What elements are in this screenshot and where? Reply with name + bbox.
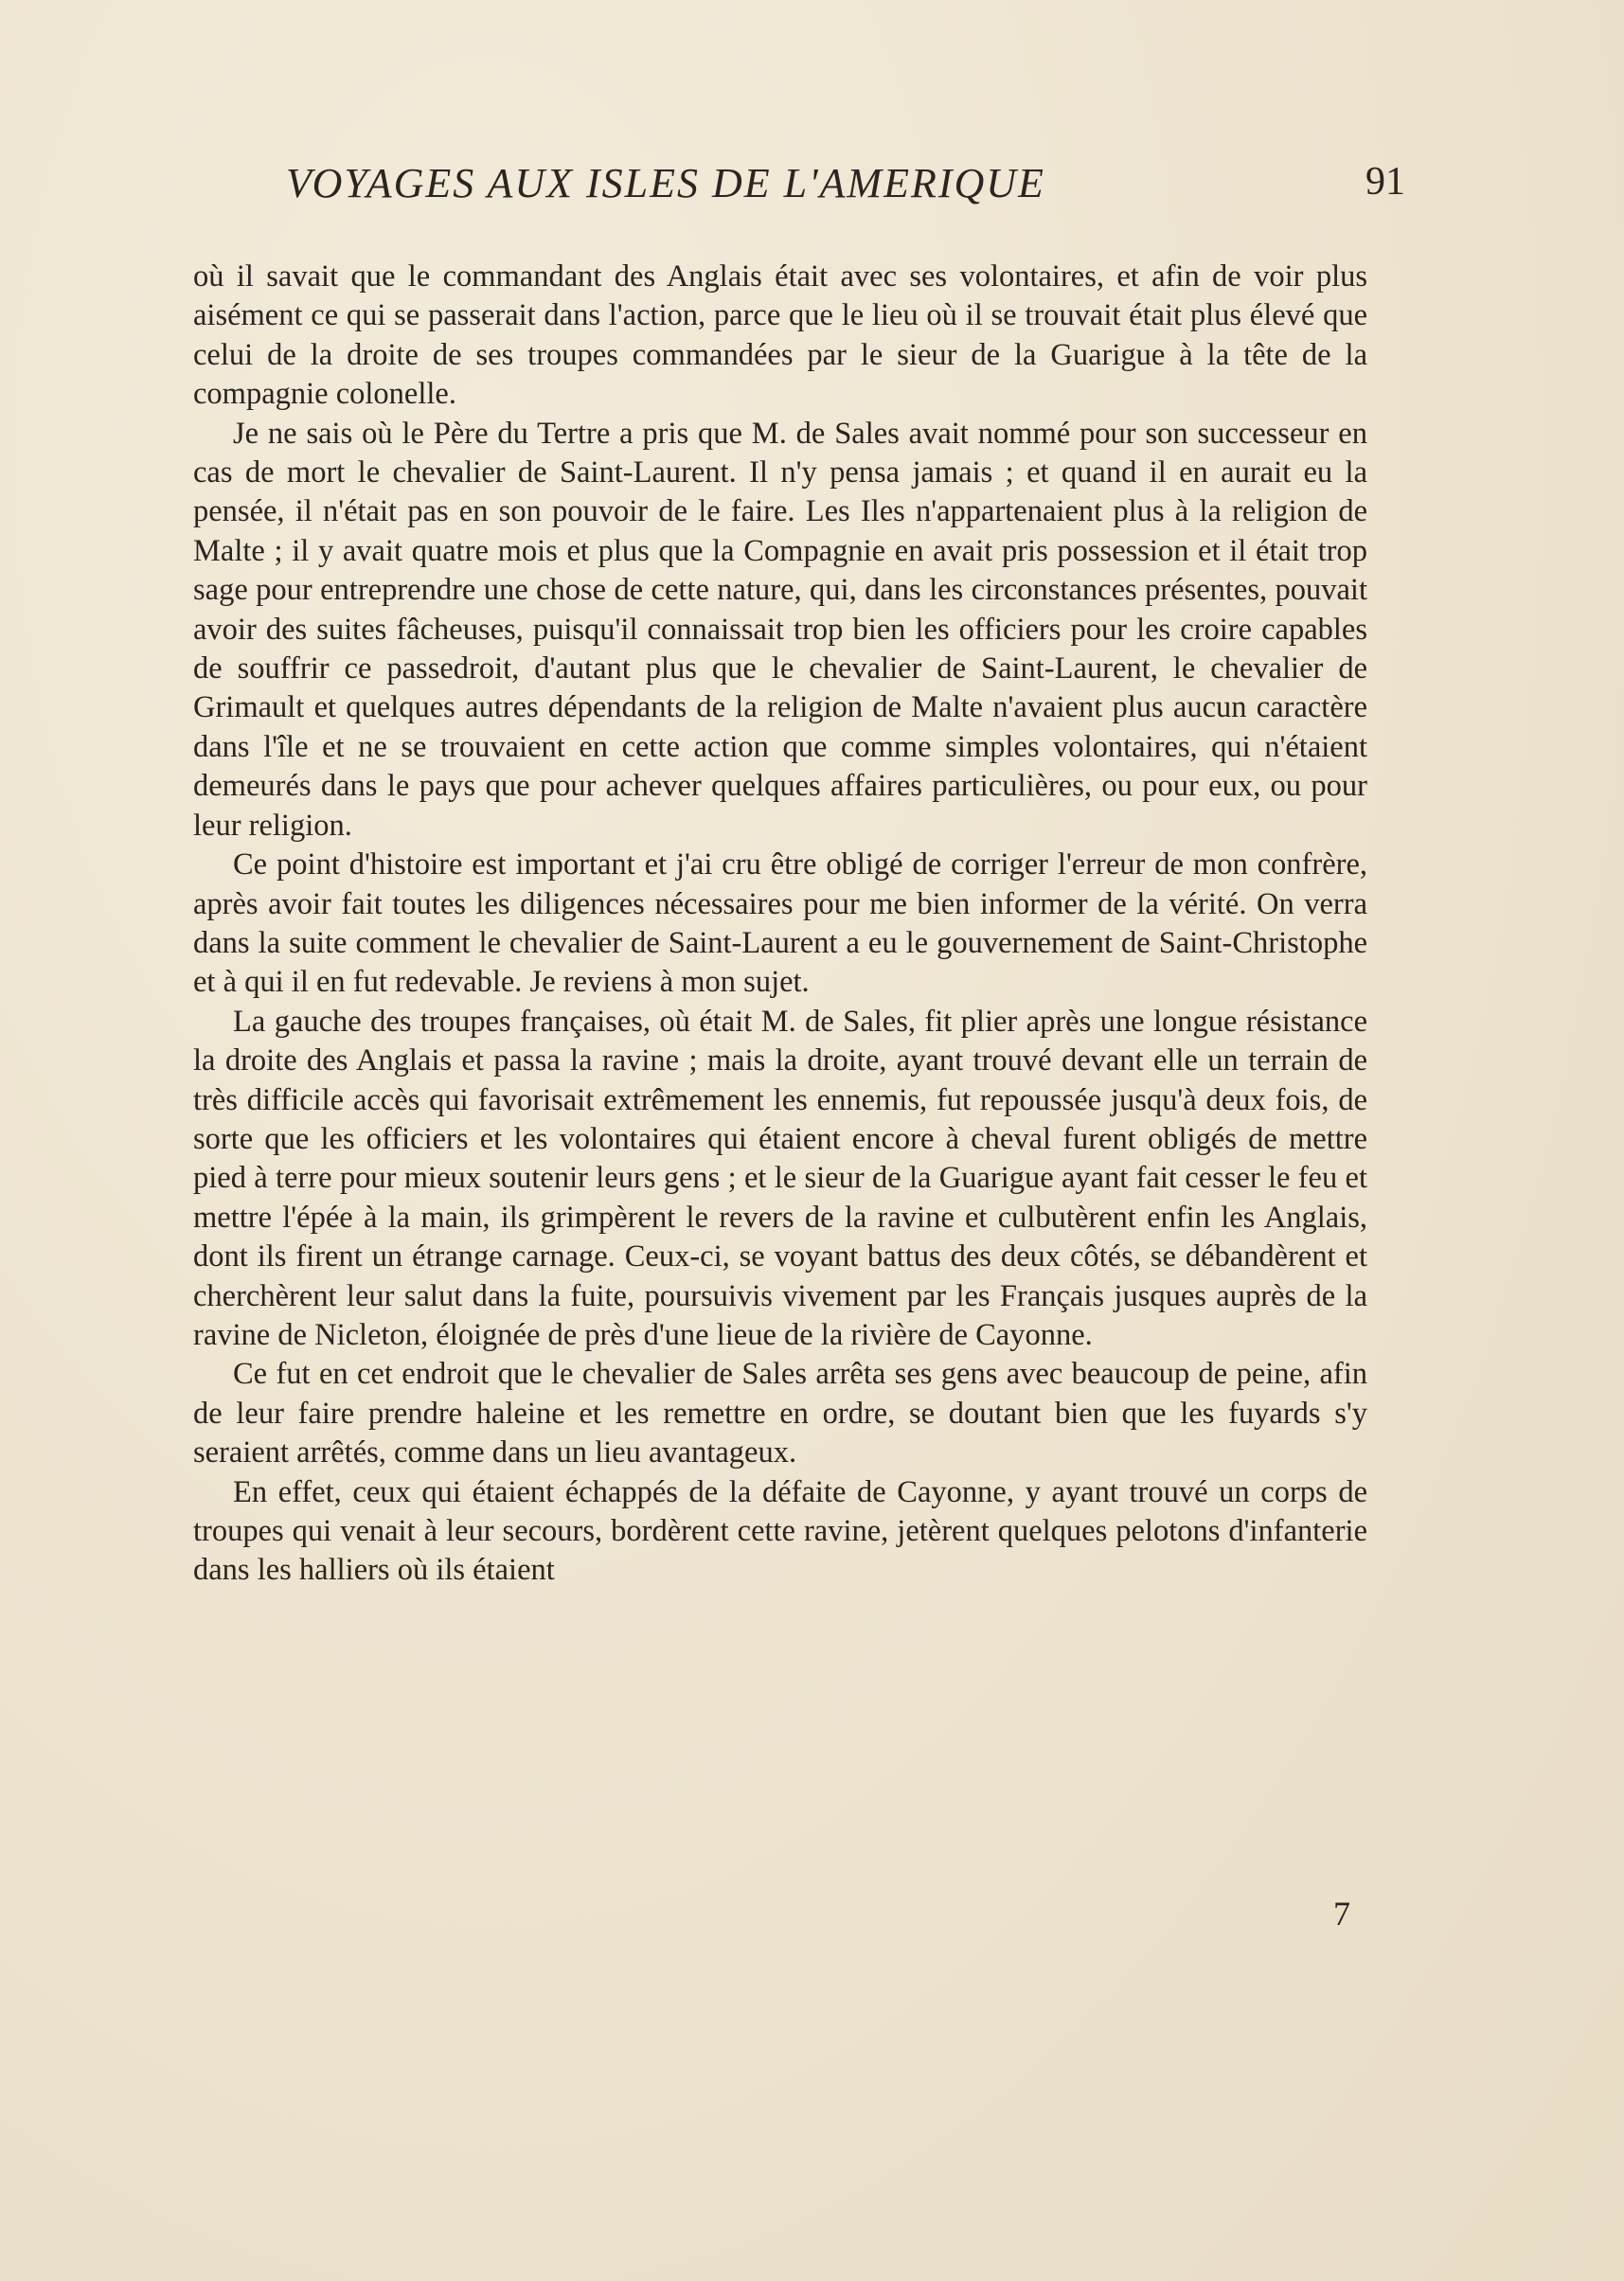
page-number: 91 [1365, 160, 1405, 204]
paragraph: Je ne sais où le Père du Tertre a pris que M. de Sales avait nommé pour son successeur en cas de mort le chevalier de Saint-Laurent. Il n'y pensa jamais ; et quand il en aurait eu la pensée, il n'était pas en son pouvoir de le faire. Les Iles n'appartenaient plus à la religion de Malte ; il y avait quatre mois et plus que la Compagnie en avait pris possession et il était trop sage pour entreprendre une chose de cette nature, qui, dans les circonstances présentes, pouvait avoir des suites fâcheuses, puisqu'il connaissait trop bien les officiers pour les croire capables de souffrir ce passedroit, d'autant plus que le chevalier de Saint-Laurent, le chevalier de Grimault et quelques autres dépendants de la religion de Malte n'avaient plus aucun caractère dans l'île et ne se trouvaient en cette action que comme simples volontaires, qui n'étaient demeurés dans le pays que pour achever quelques affaires particulières, ou pour eux, ou pour leur religion. [193, 416, 1367, 843]
running-title: VOYAGES AUX ISLES DE L'AMERIQUE [286, 160, 1045, 206]
paragraph: La gauche des troupes françaises, où était M. de Sales, fit plier après une longue résistance la droite des Anglais et passa la ravine ; mais la droite, ayant trouvé devant elle un terrain de très difficile accès qui favorisait extrêmement les ennemis, fut repoussée jusqu'à deux fois, de sorte que les officiers et les volontaires qui étaient encore à cheval furent obligés de mettre pied à terre pour mieux soutenir leurs gens ; et le sieur de la Guarigue ayant fait cesser le feu et mettre l'épée à la main, ils grimpèrent le revers de la ravine et culbutèrent enfin les Anglais, dont ils firent un étrange carnage. Ceux-ci, se voyant battus des deux côtés, se débandèrent et cherchèrent leur salut dans la fuite, poursuivis vivement par les Français jusques auprès de la ravine de Nicleton, éloignée de près d'une lieue de la rivière de Cayonne. [193, 1004, 1367, 1352]
paragraph: Ce fut en cet endroit que le chevalier de Sales arrêta ses gens avec beaucoup de peine, afin de leur faire prendre haleine et les remettre en ordre, se doutant bien que les fuyards s'y seraient arrêtés, comme dans un lieu avantageux. [193, 1357, 1367, 1470]
running-head [286, 159, 1405, 216]
signature-mark: 7 [1333, 1895, 1350, 1933]
paragraph: En effet, ceux qui étaient échappés de la défaite de Cayonne, y ayant trouvé un corps de troupes qui venait à leur secours, bordèrent cette ravine, jetèrent quelques pelotons d'infanterie dans les halliers où ils étaient [193, 1474, 1367, 1588]
body-text [193, 258, 1367, 1591]
paragraph: où il savait que le commandant des Anglais était avec ses volontaires, et afin de voir plus aisément ce qui se passerait dans l'action, parce que le lieu où il se trouvait était plus élevé que celui de la droite de ses troupes commandées par le sieur de la Guarigue à la tête de la compagnie colonelle. [193, 259, 1367, 412]
paragraph: Ce point d'histoire est important et j'ai cru être obligé de corriger l'erreur de mon confrère, après avoir fait toutes les diligences nécessaires pour me bien informer de la vérité. On verra dans la suite comment le chevalier de Saint-Laurent a eu le gouvernement de Saint-Christophe et à qui il en fut redevable. Je reviens à mon sujet. [193, 847, 1367, 1000]
